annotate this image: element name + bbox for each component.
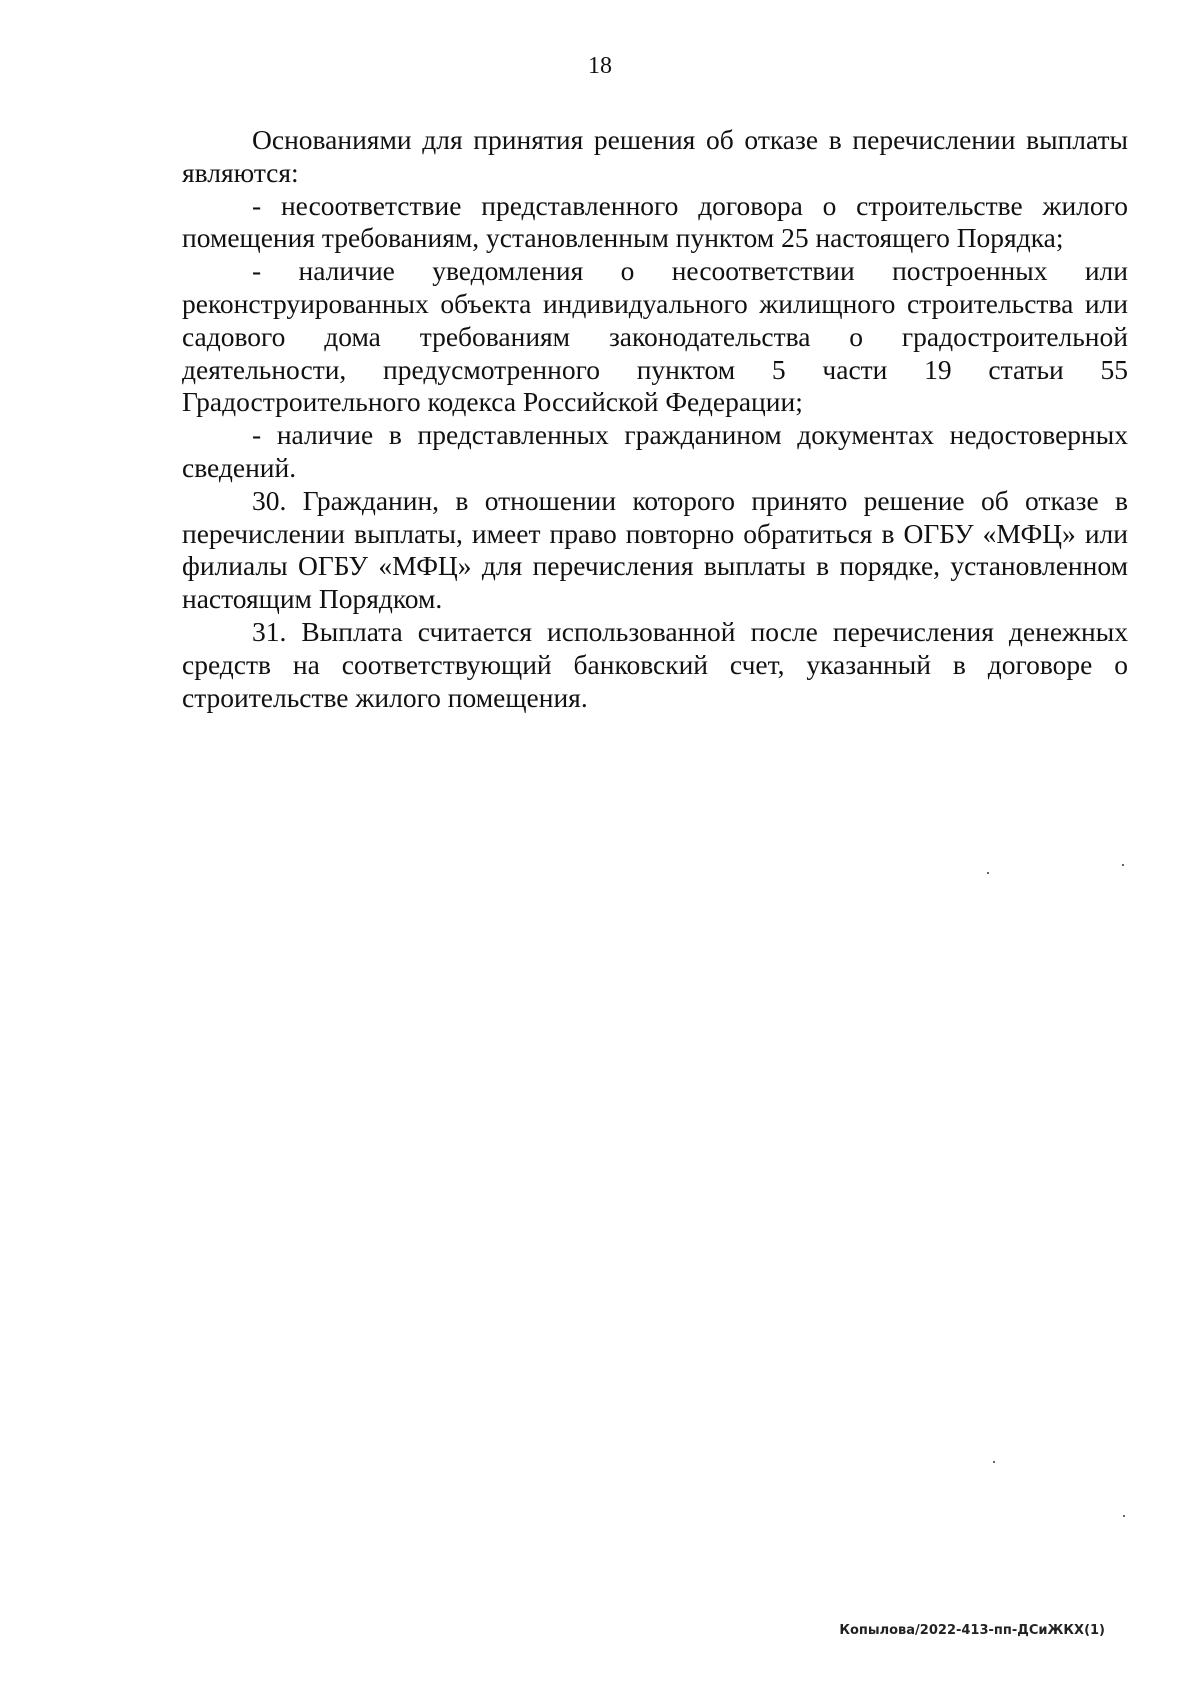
scan-speck <box>1122 864 1124 866</box>
paragraph-item-31: 31. Выплата считается использованной после перечисления денежных средств на соответствующий банковский счет, указанный в договоре о строительстве жилого помещения. <box>182 615 1128 713</box>
scan-speck <box>1123 1515 1125 1517</box>
page-number: 18 <box>588 53 612 79</box>
document-body <box>182 124 1128 714</box>
paragraph-grounds-intro: Основаниями для принятия решения об отказе в перечислении выплаты являются: <box>182 124 1128 188</box>
scan-speck <box>993 1461 995 1463</box>
scan-speck <box>987 872 989 874</box>
paragraph-false-information: - наличие в представленных гражданином документах недостоверных сведений. <box>182 419 1128 483</box>
paragraph-contract-mismatch: - несоответствие представленного договора о строительстве жилого помещения требованиям, установленным пунктом 25 настоящего Порядка; <box>182 189 1128 254</box>
paragraph-notification-mismatch: - наличие уведомления о несоответствии построенных или реконструированных объекта индивидуального жилищного строительства или садового дома требованиям законодательства о градостроительной деятельности, предусмотренного пунктом 5 части 19 статьи 55 Градостроительного кодекса Российской Федерации; <box>182 255 1128 418</box>
document-reference-footer: Копылова/2022-413-пп-ДСиЖКХ(1) <box>839 1623 1105 1638</box>
paragraph-item-30: 30. Гражданин, в отношении которого принято решение об отказе в перечислении выплаты, имеет право повторно обратиться в ОГБУ «МФЦ» или филиалы ОГБУ «МФЦ» для перечисления выплаты в порядке, установленном настоящим Порядком. <box>182 484 1128 615</box>
